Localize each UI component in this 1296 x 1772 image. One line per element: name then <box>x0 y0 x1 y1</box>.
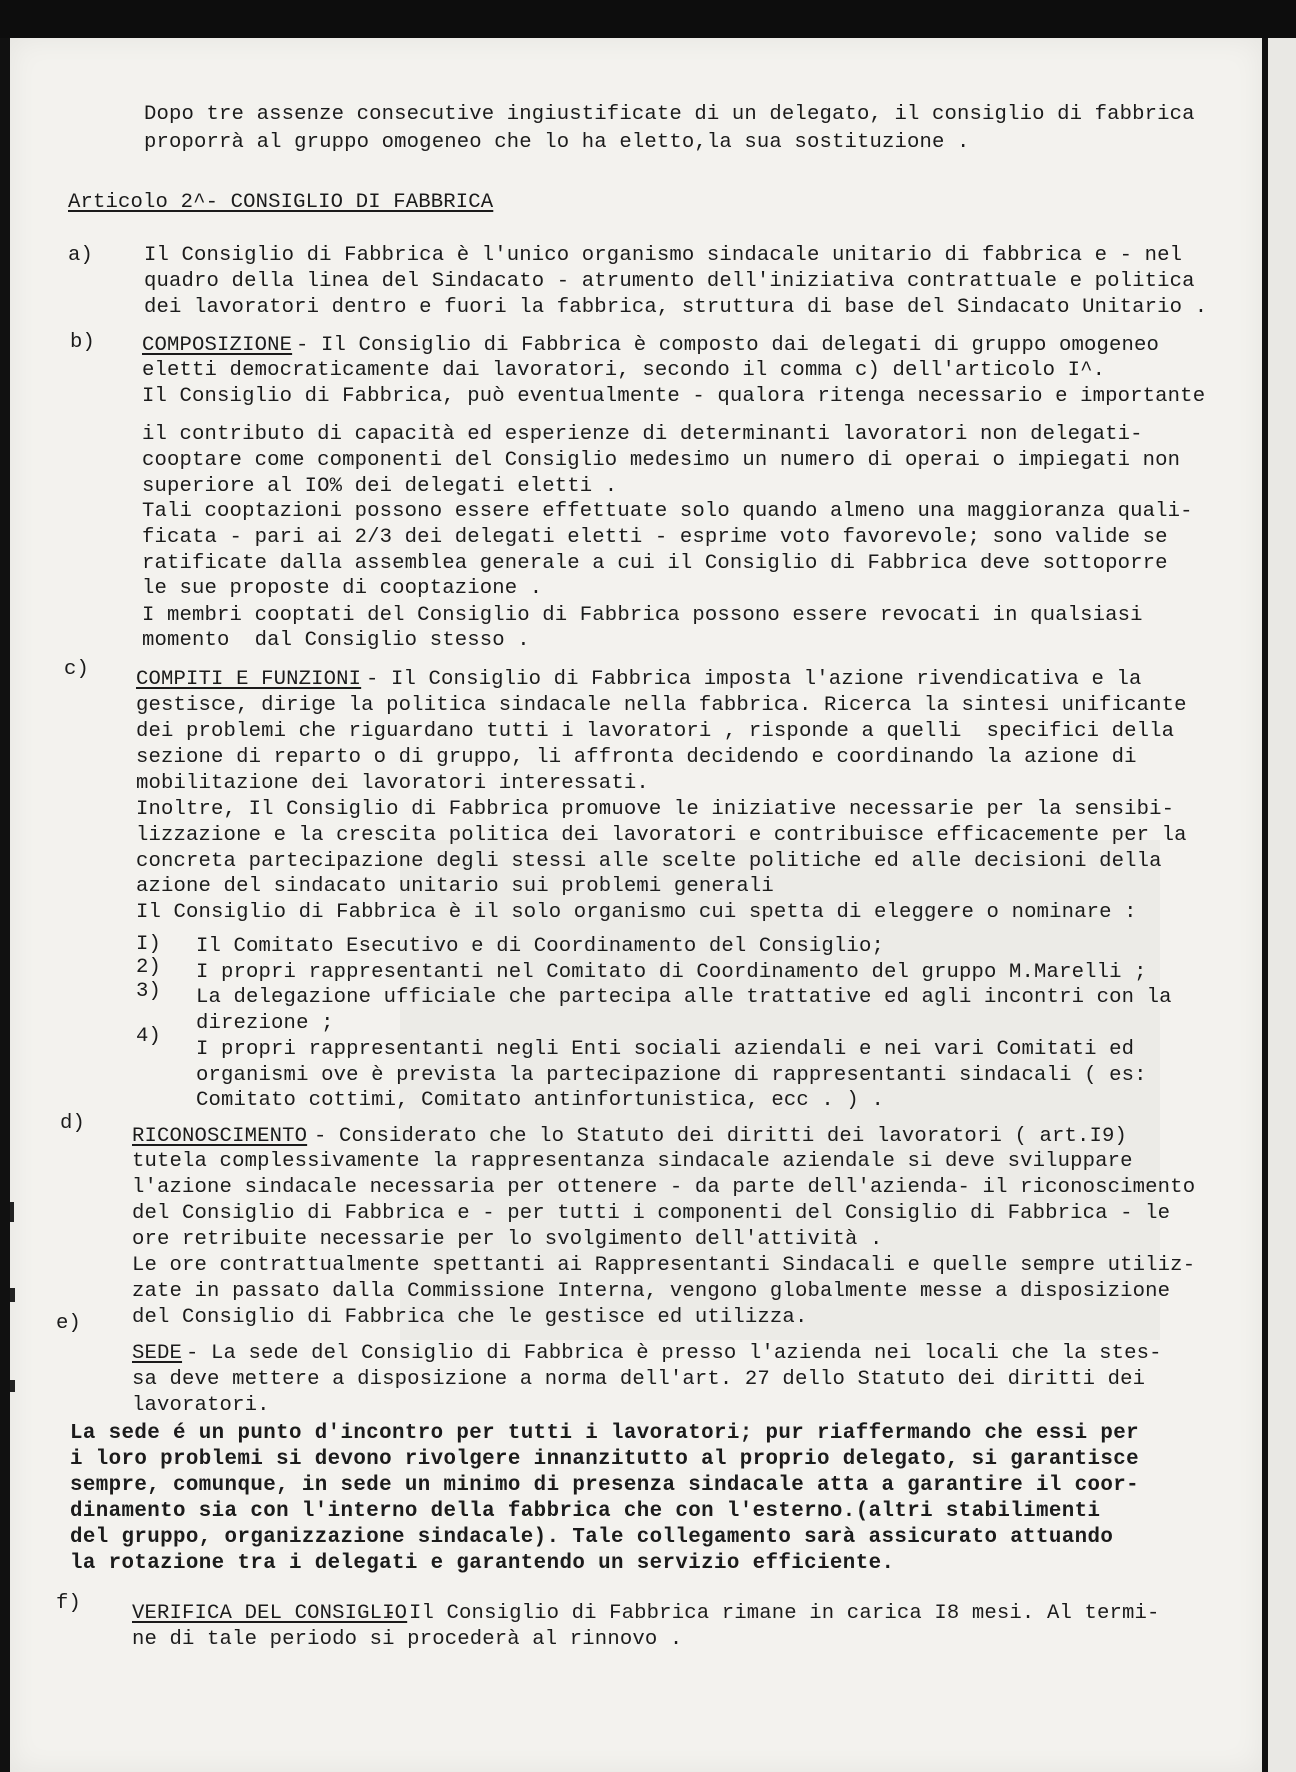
text-line: sezione di reparto o di gruppo, li affronta decidendo e coordinando la azione di <box>136 746 1137 769</box>
scan-mark <box>10 1202 14 1222</box>
text-line: direzione ; <box>196 1012 334 1035</box>
text-line: 2) <box>136 956 162 979</box>
text-line: superiore al IO% dei delegati eletti . <box>142 475 618 498</box>
text-line: ne di tale periodo si procederà al rinnovo . <box>132 1628 683 1651</box>
item-label: b) <box>70 331 96 354</box>
bold-text-line: La sede é un punto d'incontro per tutti i lavoratori; pur riaffermando che essi per <box>70 1422 1140 1445</box>
text-line: mobilitazione dei lavoratori interessati. <box>136 772 649 795</box>
text-line: Dopo tre assenze consecutive ingiustificate di un delegato, il consiglio di fabbrica <box>144 103 1195 126</box>
text-line: - Il Consiglio di Fabbrica imposta l'azione rivendicativa e la <box>366 668 1142 691</box>
text-line: I propri rappresentanti negli Enti sociali aziendali e nei vari Comitati ed <box>196 1038 1135 1061</box>
text-line: azione del sindacato unitario sui problemi generali <box>136 875 774 898</box>
bold-text-line: dinamento sia con l'interno della fabbrica che con l'esterno.(altri stabilimenti <box>70 1500 1101 1523</box>
scan-top-border <box>0 0 1296 38</box>
text-line: concreta partecipazione degli stessi alle scelte politiche ed alle decisioni della <box>136 850 1162 873</box>
text-line: organismi ove è prevista la partecipazione di rappresentanti sindacali ( es: <box>196 1064 1147 1087</box>
text-line: quadro della linea del Sindacato - atrumento dell'iniziativa contrattuale e politica <box>144 270 1195 293</box>
subsection-heading: SEDE <box>132 1342 183 1365</box>
text-line: Il Consiglio di Fabbrica è il solo organismo cui spetta di eleggere o nominare : <box>136 901 1137 924</box>
bold-text-line: sempre, comunque, in sede un minimo di presenza sindacale atta a garantire il coor- <box>70 1474 1140 1497</box>
text-line: - Il Consiglio di Fabbrica è composto dai delegati di gruppo omogeneo <box>296 334 1160 357</box>
item-label: e) <box>56 1312 82 1335</box>
text-line: ficata - pari ai 2/3 dei delegati eletti - esprime voto favorevole; sono valide se <box>142 526 1168 549</box>
text-line: Inoltre, Il Consiglio di Fabbrica promuove le iniziative necessarie per la sensibi- <box>136 798 1175 821</box>
text-line: dei problemi che riguardano tutti i lavoratori , risponde a quelli specifici della <box>136 720 1175 743</box>
text-line: Comitato cottimi, Comitato antinfortunistica, ecc . ) . <box>196 1089 884 1112</box>
section-heading: Articolo 2^- CONSIGLIO DI FABBRICA <box>68 191 494 214</box>
text-line: le sue proposte di cooptazione . <box>142 577 543 600</box>
text-line: il contributo di capacità ed esperienze di determinanti lavoratori non delegati- <box>142 423 1143 446</box>
text-line: sa deve mettere a disposizione a norma dell'art. 27 dello Statuto dei diritti dei <box>132 1368 1146 1391</box>
text-line: lavoratori. <box>132 1394 270 1417</box>
item-label: a) <box>68 244 94 267</box>
text-line: 4) <box>136 1025 162 1048</box>
scan-mark <box>10 1288 15 1302</box>
text-line: tutela complessivamente la rappresentanza sindacale aziendale si deve sviluppare <box>132 1150 1133 1173</box>
text-line: proporrà al gruppo omogeneo che lo ha eletto,la sua sostituzione . <box>144 131 970 154</box>
text-line: I membri cooptati del Consiglio di Fabbrica possono essere revocati in qualsiasi <box>142 604 1143 627</box>
text-line: Il Consiglio di Fabbrica, può eventualmente - qualora ritenga necessario e importante <box>142 385 1206 408</box>
item-label: d) <box>60 1112 86 1135</box>
text-line: - Considerato che lo Statuto dei diritti dei lavoratori ( art.I9) <box>314 1125 1128 1148</box>
text-line: cooptare come componenti del Consiglio medesimo un numero di operai o impiegati non <box>142 449 1181 472</box>
text-line: 3) <box>136 980 162 1003</box>
scan-left-border <box>0 38 10 1772</box>
text-line: La delegazione ufficiale che partecipa alle trattative ed agli incontri con la <box>196 986 1172 1009</box>
text-line: eletti democraticamente dai lavoratori, secondo il comma c) dell'articolo I^. <box>142 359 1106 382</box>
text-line: - La sede del Consiglio di Fabbrica è presso l'azienda nei locali che la stes- <box>186 1342 1162 1365</box>
text-line: del Consiglio di Fabbrica e - per tutti i componenti del Consiglio di Fabbrica - le <box>132 1202 1171 1225</box>
text-line: l'azione sindacale necessaria per ottenere - da parte dell'azienda- il riconoscimento <box>132 1176 1196 1199</box>
text-line: dei lavoratori dentro e fuori la fabbrica, struttura di base del Sindacato Unitario . <box>144 296 1208 319</box>
text-line: Tali cooptazioni possono essere effettuate solo quando almeno una maggioranza quali- <box>142 500 1193 523</box>
text-line: I propri rappresentanti nel Comitato di Coordinamento del gruppo M.Marelli ; <box>196 961 1147 984</box>
text-line: - Il Consiglio di Fabbrica rimane in carica I8 mesi. Al termi- <box>384 1602 1160 1625</box>
bold-text-line: del gruppo, organizzazione sindacale). Tale collegamento sarà assicurato attuando <box>70 1526 1114 1549</box>
text-line: momento dal Consiglio stesso . <box>142 629 530 652</box>
subsection-heading: VERIFICA DEL CONSIGLIO <box>132 1602 408 1625</box>
item-label: c) <box>64 658 90 681</box>
text-line: Il Comitato Esecutivo e di Coordinamento del Consiglio; <box>196 935 884 958</box>
text-line: lizzazione e la crescita politica dei lavoratori e contribuisce efficacemente per la <box>136 824 1187 847</box>
subsection-heading: COMPITI E FUNZIONI <box>136 668 362 691</box>
text-line: ratificate dalla assemblea generale a cui il Consiglio di Fabbrica deve sottoporre <box>142 552 1168 575</box>
subsection-heading: COMPOSIZIONE <box>142 334 293 357</box>
text-line: I) <box>136 933 162 956</box>
text-line: zate in passato dalla Commissione Interna, vengono globalmente messe a disposizione <box>132 1280 1171 1303</box>
subsection-heading: RICONOSCIMENTO <box>132 1125 308 1148</box>
bold-text-line: i loro problemi si devono rivolgere innanzitutto al proprio delegato, si garantisce <box>70 1448 1140 1471</box>
scan-mark <box>10 1380 15 1392</box>
text-line: Il Consiglio di Fabbrica è l'unico organismo sindacale unitario di fabbrica e - nel <box>144 244 1183 267</box>
scan-right-border <box>1262 38 1268 1772</box>
item-label: f) <box>56 1592 82 1615</box>
text-line: gestisce, dirige la politica sindacale nella fabbrica. Ricerca la sintesi unificante <box>136 694 1187 717</box>
bold-text-line: la rotazione tra i delegati e garantendo un servizio efficiente. <box>70 1552 895 1575</box>
text-line: del Consiglio di Fabbrica che le gestisce ed utilizza. <box>132 1306 808 1329</box>
text-line: Le ore contrattualmente spettanti ai Rappresentanti Sindacali e quelle sempre utiliz- <box>132 1254 1196 1277</box>
text-line: ore retribuite necessarie per lo svolgimento dell'attività . <box>132 1228 883 1251</box>
